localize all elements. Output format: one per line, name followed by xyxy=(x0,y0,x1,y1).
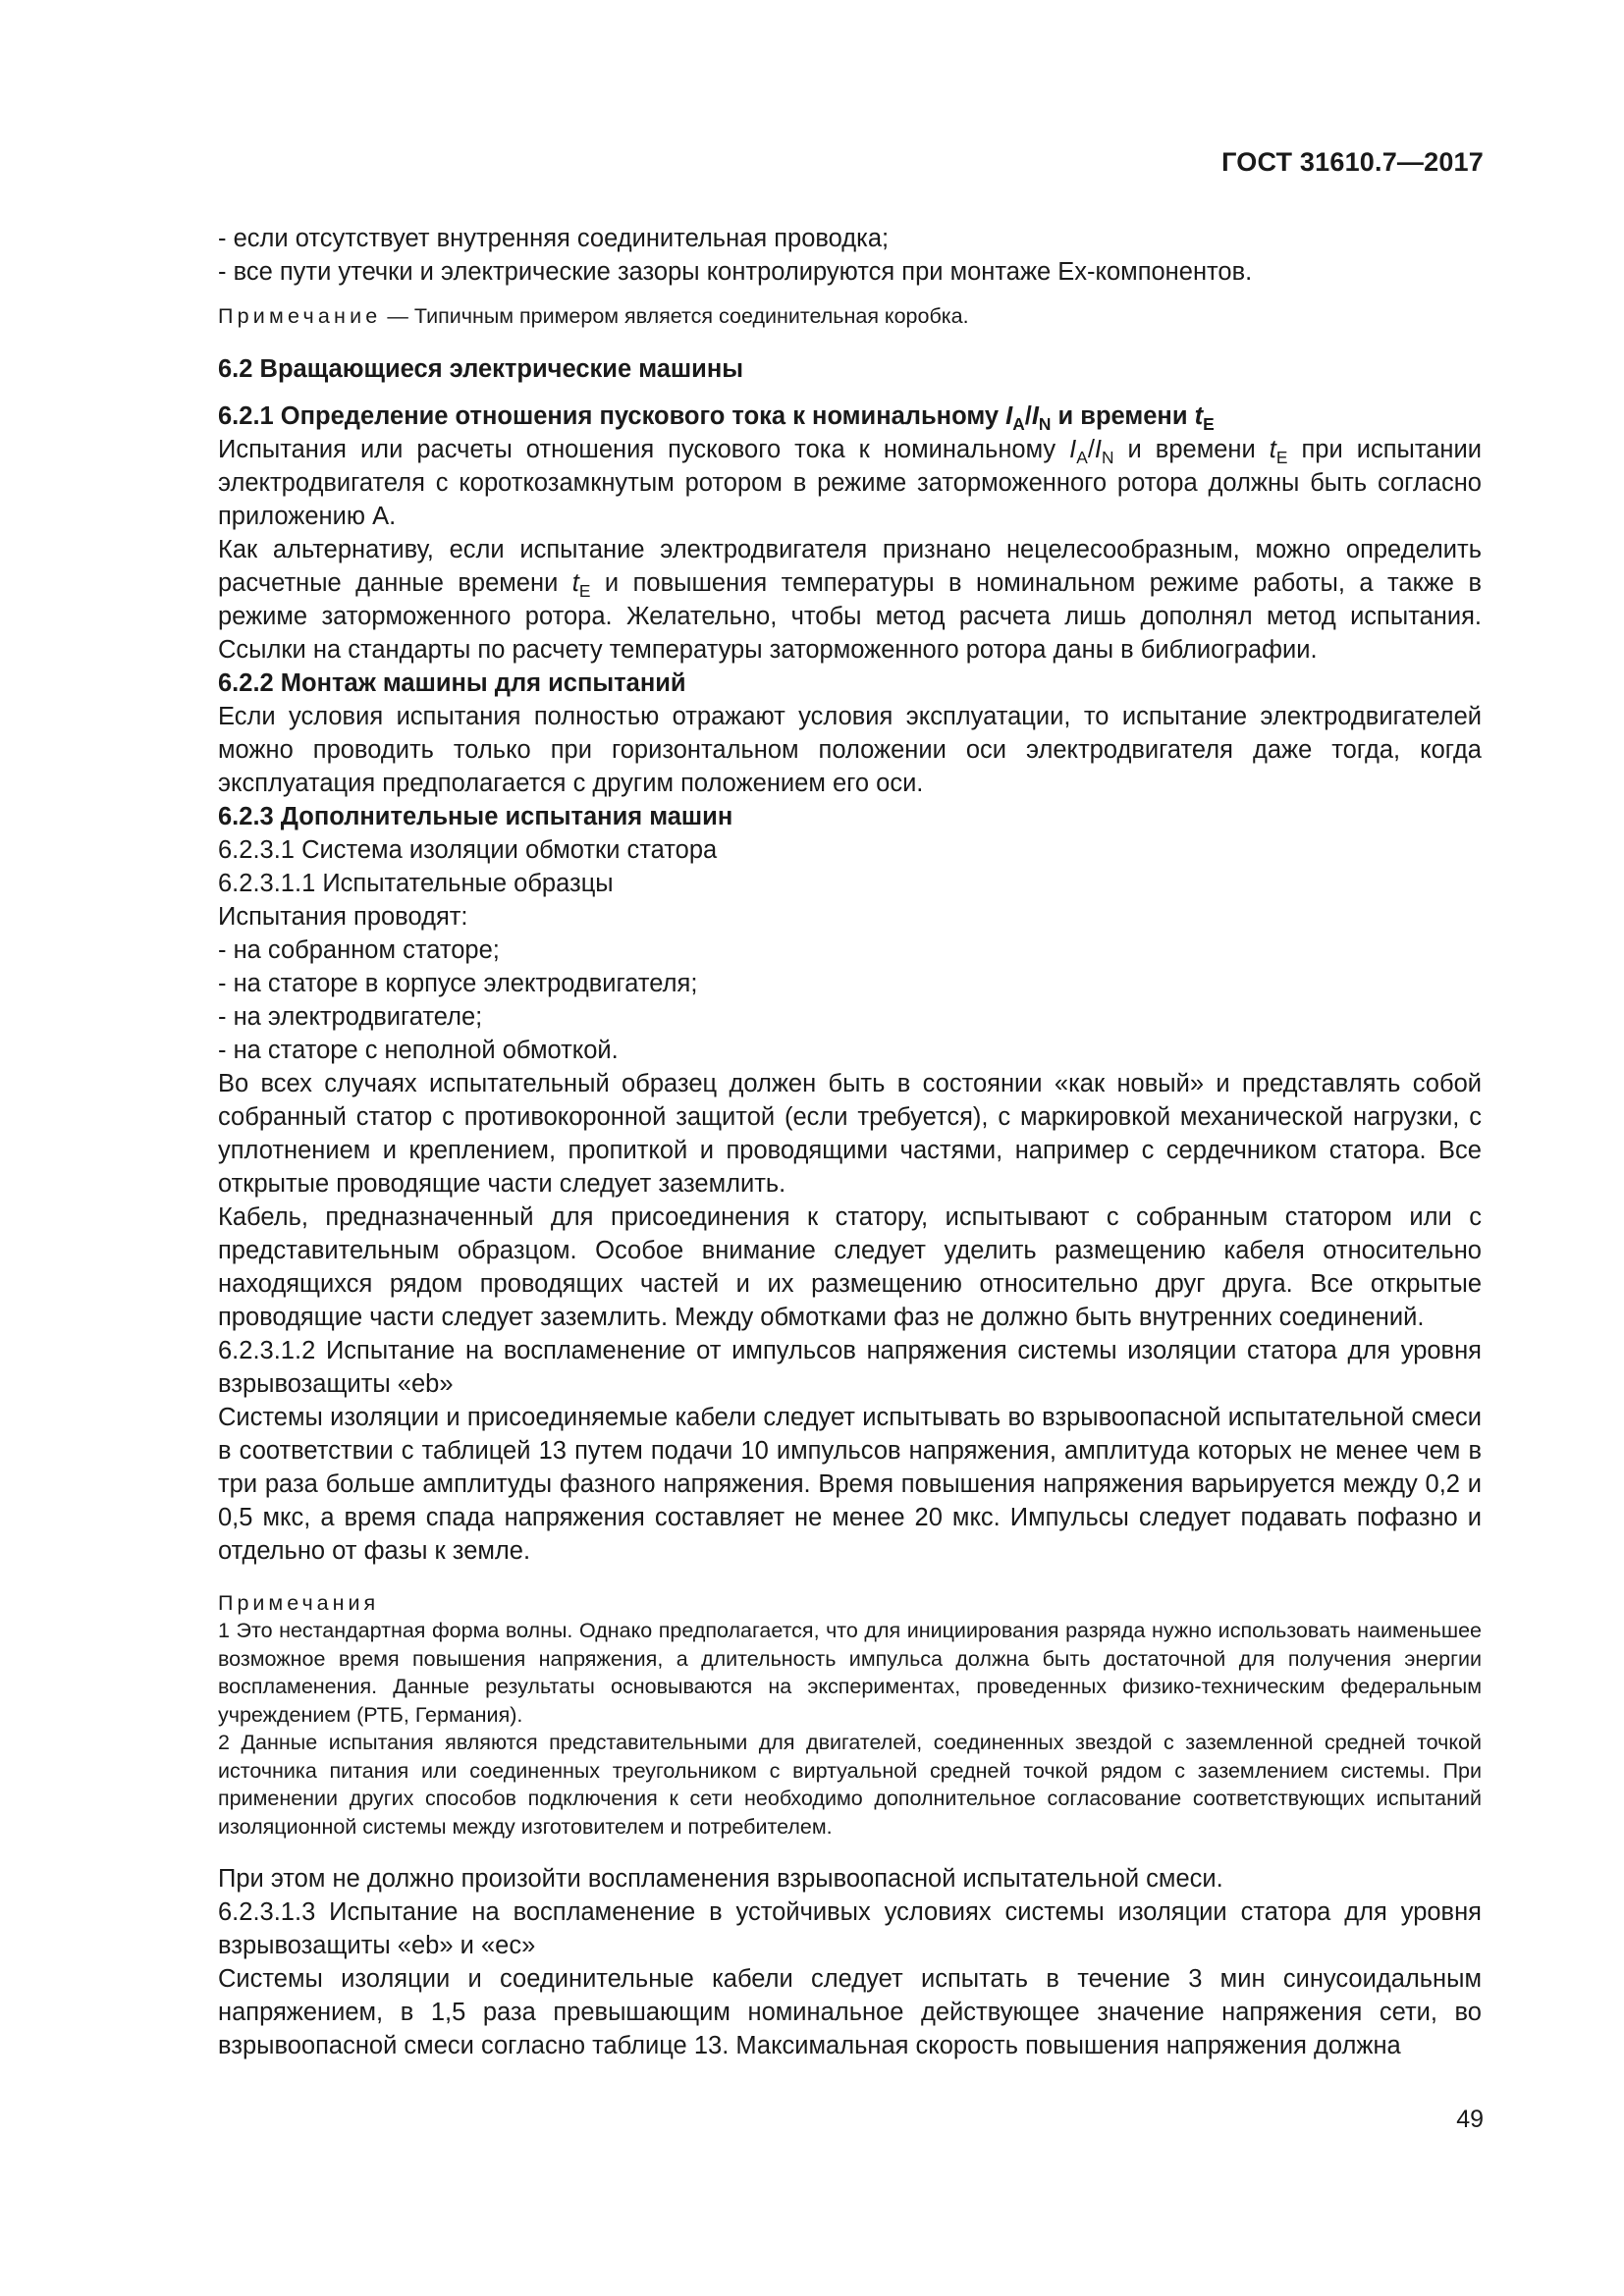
symbol: t xyxy=(571,568,579,597)
clause-title: 6.2.3.1.3 Испытание на воспламенение в устойчивых условиях системы изоляции статора для уровня взрывозащиты «eb» и «ec» xyxy=(218,1898,1482,1959)
subscript: N xyxy=(1038,413,1052,434)
symbol: I xyxy=(1031,401,1039,430)
note-item: 1 Это нестандартная форма волны. Однако предполагается, что для инициирования разряда нужно использовать наименьшее возможное время повышения напряжения, а длительность импульса должна быть достаточной для получения энергии воспламенения. Данные результаты основываются на экспериментах, проведенных физико-техническим федеральным учреждением (РТБ, Германия). xyxy=(218,1619,1482,1727)
symbol: t xyxy=(1194,401,1204,430)
symbol: / xyxy=(1024,401,1032,430)
note xyxy=(218,302,1482,331)
list-item: - на статоре в корпусе электродвигателя; xyxy=(218,969,698,997)
heading-text: 6.2.1 Определение отношения пускового тока к номинальному xyxy=(218,401,1006,430)
paragraph: Системы изоляции и соединительные кабели следует испытать в течение 3 мин синусоидальным напряжением, в 1,5 раза превышающим номинальное действующее значение напряжения сети, во взрывоопасной смеси согласно таблице 13. Максимальная скорость повышения напряжения должна xyxy=(218,1965,1482,2059)
paragraph: Если условия испытания полностью отражают условия эксплуатации, то испытание электродвигателей можно проводить только при горизонтальном положении оси электродвигателя даже тогда, когда эксплуатация предполагается с другим положением его оси. xyxy=(218,702,1482,797)
subsection-heading: 6.2.2 Монтаж машины для испытаний xyxy=(218,668,686,697)
paragraph-text: и повышения температуры в номинальном режиме работы, а также в режиме заторможенного ротора. Желательно, чтобы метод расчета лишь дополнял метод испытания. Ссылки на стандарты по расчету температуры заторможенного ротора даны в библиографии. xyxy=(218,568,1482,664)
subscript: E xyxy=(578,580,591,601)
subscript: E xyxy=(1203,413,1215,434)
clause-title: 6.2.3.1 Система изоляции обмотки статора xyxy=(218,835,718,864)
symbol: / xyxy=(1087,435,1095,463)
list-item: - на электродвигателе; xyxy=(218,1002,483,1031)
section-heading: 6.2 Вращающиеся электрические машины xyxy=(218,354,744,383)
paragraph: При этом не должно произойти воспламенения взрывоопасной испытательной смеси. xyxy=(218,1865,1223,1893)
list-item: - на статоре с неполной обмоткой. xyxy=(218,1036,619,1064)
list-item: - все пути утечки и электрические зазоры контролируются при монтаже Ex-компонентов. xyxy=(218,258,1253,286)
paragraph-text: Как альтернативу, если испытание электродвигателя признано нецелесообразным, можно определить расчетные данные времени xyxy=(218,535,1482,597)
document-header: ГОСТ 31610.7—2017 xyxy=(1221,147,1484,177)
subsection-heading: 6.2.3 Дополнительные испытания машин xyxy=(218,802,733,830)
paragraph: Кабель, предназначенный для присоединения к статору, испытывают с собранным статором или с представительным образцом. Особое внимание следует уделить размещению кабеля относительно находящихся рядом проводящих частей и их размещению относительно друг друга. Все открытые проводящие части следует заземлить. Между обмотками фаз не должно быть внутренних соединений. xyxy=(218,1202,1482,1331)
page-body xyxy=(218,222,1482,2062)
subsection-heading xyxy=(218,400,1482,433)
paragraph-text: Испытания или расчеты отношения пускового тока к номинальному xyxy=(218,435,1070,463)
notes-title: Примечания xyxy=(218,1590,380,1615)
subscript: N xyxy=(1102,447,1114,467)
note-text: — Типичным примером является соединительная коробка. xyxy=(381,304,969,328)
note-label: Примечание xyxy=(218,304,382,328)
paragraph xyxy=(218,533,1482,667)
subscript: E xyxy=(1275,447,1288,467)
clause-title: 6.2.3.1.1 Испытательные образцы xyxy=(218,869,614,897)
page-number: 49 xyxy=(1456,2106,1484,2133)
symbol: t xyxy=(1269,435,1276,463)
heading-text: и времени xyxy=(1051,401,1195,430)
paragraph: Системы изоляции и присоединяемые кабели следует испытывать во взрывоопасной испытательной смеси в соответствии с таблицей 13 путем подачи 10 импульсов напряжения, амплитуда которых не менее чем в три раза больше амплитуды фазного напряжения. Время повышения напряжения варьируется между 0,2 и 0,5 мкс, а время спада напряжения составляет не менее 20 мкс. Импульсы следует подавать пофазно и отдельно от фазы к земле. xyxy=(218,1403,1482,1565)
subscript: A xyxy=(1012,413,1025,434)
paragraph: Во всех случаях испытательный образец должен быть в состоянии «как новый» и представлять собой собранный статор с противокоронной защитой (если требуется), с маркировкой механической нагрузки, с уплотнением и креплением, пропиткой и проводящими частями, например с сердечником статора. Все открытые проводящие части следует заземлить. xyxy=(218,1069,1482,1198)
subscript: A xyxy=(1076,447,1088,467)
note-item: 2 Данные испытания являются представительными для двигателей, соединенных звездой с заземленной средней точкой источника питания или соединенных треугольником с виртуальной средней точкой рядом с заземлением системы. При применении других способов подключения к сети необходимо дополнительное согласование соответствующих испытаний изоляционной системы между изготовителем и потребителем. xyxy=(218,1731,1482,1839)
paragraph: Испытания проводят: xyxy=(218,902,468,931)
symbol: I xyxy=(1094,435,1103,463)
symbol: I xyxy=(1005,401,1013,430)
clause-title: 6.2.3.1.2 Испытание на воспламенение от импульсов напряжения системы изоляции статора для уровня взрывозащиты «eb» xyxy=(218,1336,1482,1398)
list-item: - если отсутствует внутренняя соединительная проводка; xyxy=(218,225,890,252)
paragraph-text: и времени xyxy=(1113,435,1270,463)
paragraph xyxy=(218,433,1482,533)
paragraph-text: при испытании электродвигателя с короткозамкнутым ротором в режиме заторможенного ротора должны быть согласно приложению А. xyxy=(218,435,1482,530)
list-item: - на собранном статоре; xyxy=(218,935,500,964)
symbol: I xyxy=(1069,435,1077,463)
